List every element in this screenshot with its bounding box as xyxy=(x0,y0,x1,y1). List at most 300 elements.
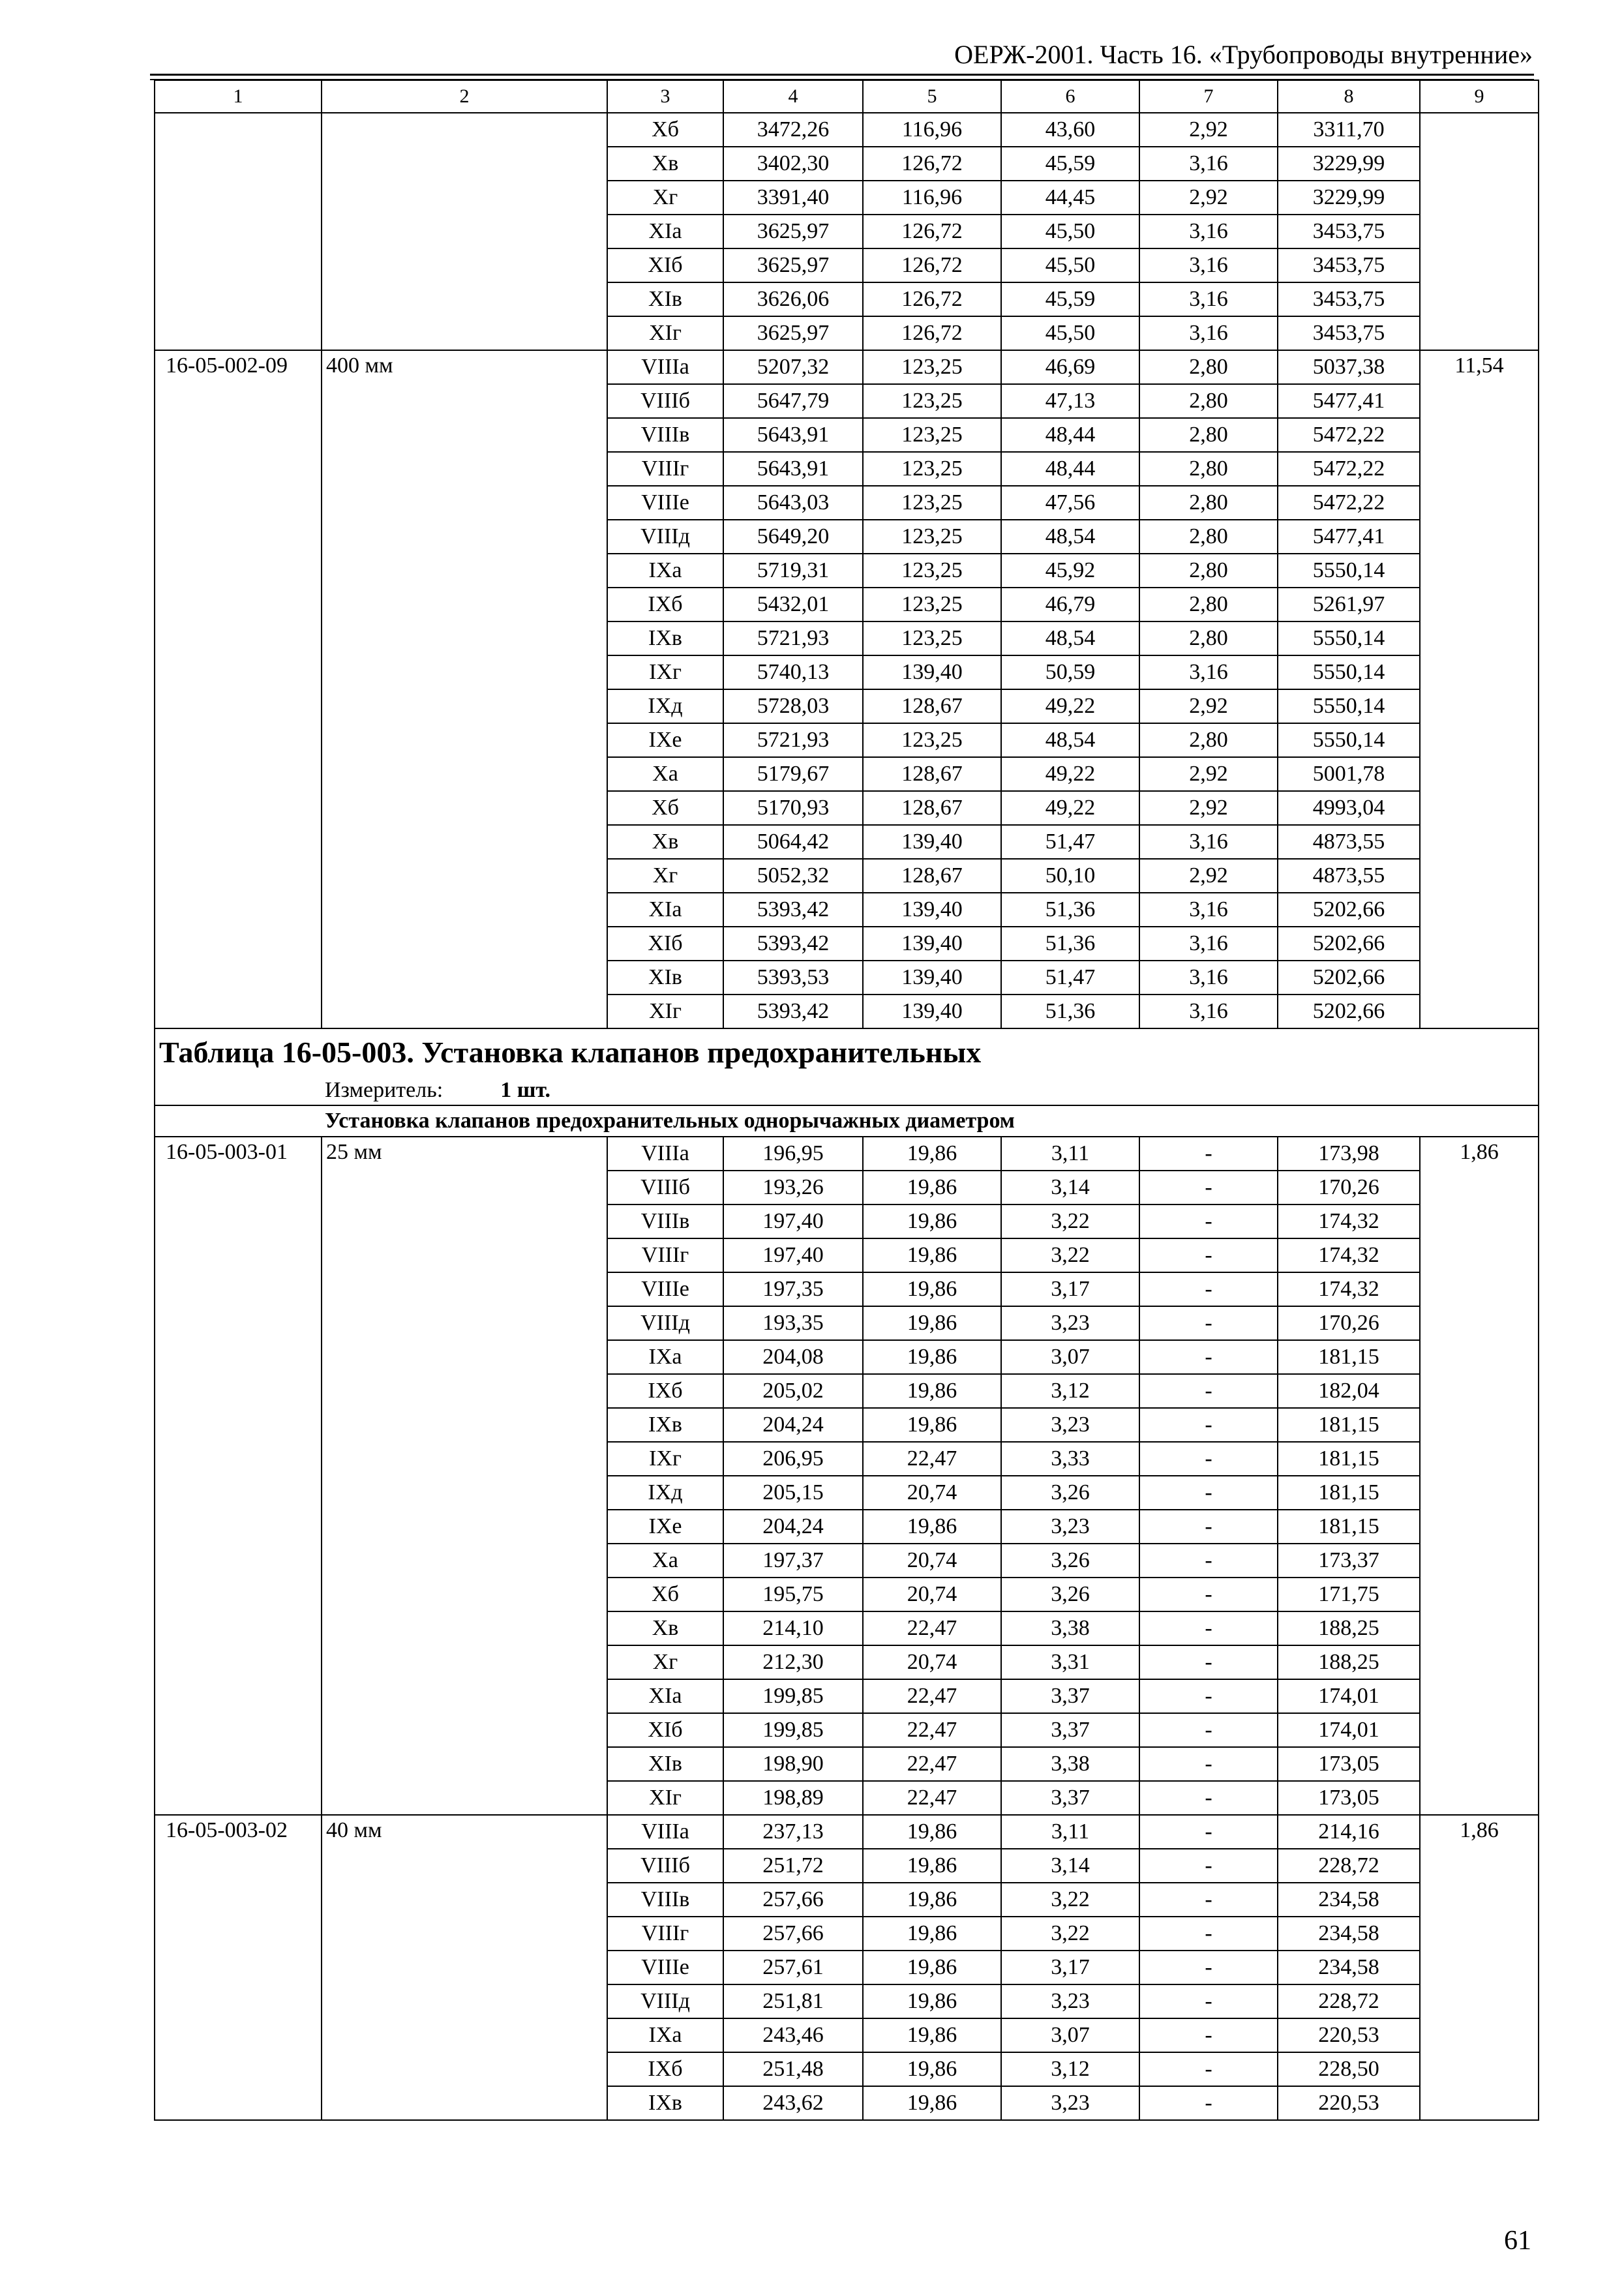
value-cell: 5202,66 xyxy=(1278,927,1420,961)
value-cell: 3,23 xyxy=(1001,1984,1139,2018)
value-cell: - xyxy=(1139,1883,1278,1917)
rate-index xyxy=(1420,215,1539,248)
value-cell: - xyxy=(1139,1374,1278,1408)
value-cell: 174,32 xyxy=(1278,1272,1420,1306)
rate-name xyxy=(322,1306,607,1340)
rate-index xyxy=(1420,927,1539,961)
rate-index xyxy=(1420,1510,1539,1544)
value-cell: 2,92 xyxy=(1139,791,1278,825)
zone-cell: IXа xyxy=(607,554,723,588)
value-cell: 47,13 xyxy=(1001,384,1139,418)
value-cell: 19,86 xyxy=(863,1984,1001,2018)
value-cell: 3,16 xyxy=(1139,282,1278,316)
value-cell: 193,35 xyxy=(723,1306,863,1340)
rate-name xyxy=(322,1849,607,1883)
value-cell: 3,16 xyxy=(1139,215,1278,248)
value-cell: 198,90 xyxy=(723,1747,863,1781)
value-cell: 182,04 xyxy=(1278,1374,1420,1408)
value-cell: 123,25 xyxy=(863,621,1001,655)
rate-code xyxy=(155,1645,322,1679)
value-cell: 19,86 xyxy=(863,1204,1001,1238)
table-row xyxy=(155,147,1539,181)
value-cell: 5472,22 xyxy=(1278,452,1420,486)
value-cell: 5179,67 xyxy=(723,757,863,791)
zone-cell: XIб xyxy=(607,927,723,961)
value-cell: 3,38 xyxy=(1001,1611,1139,1645)
value-cell: 19,86 xyxy=(863,1137,1001,1171)
rate-name xyxy=(322,893,607,927)
value-cell: 128,67 xyxy=(863,689,1001,723)
value-cell: - xyxy=(1139,1544,1278,1578)
value-cell: 22,47 xyxy=(863,1679,1001,1713)
value-cell: 5719,31 xyxy=(723,554,863,588)
rate-name xyxy=(322,689,607,723)
rate-index xyxy=(1420,520,1539,554)
rate-code xyxy=(155,995,322,1028)
value-cell: 234,58 xyxy=(1278,1917,1420,1951)
value-cell: 123,25 xyxy=(863,452,1001,486)
zone-cell: VIIIв xyxy=(607,1204,723,1238)
value-cell: 3,16 xyxy=(1139,995,1278,1028)
value-cell: 3,16 xyxy=(1139,248,1278,282)
value-cell: - xyxy=(1139,1713,1278,1747)
table-row xyxy=(155,486,1539,520)
table-row xyxy=(155,248,1539,282)
zone-cell: XIг xyxy=(607,1781,723,1815)
rate-name xyxy=(322,1171,607,1204)
value-cell: 3625,97 xyxy=(723,316,863,350)
value-cell: 206,95 xyxy=(723,1442,863,1476)
zone-cell: VIIIе xyxy=(607,486,723,520)
zone-cell: Xа xyxy=(607,1544,723,1578)
value-cell: 257,61 xyxy=(723,1951,863,1984)
rate-name xyxy=(322,1476,607,1510)
value-cell: 170,26 xyxy=(1278,1171,1420,1204)
value-cell: 2,92 xyxy=(1139,181,1278,215)
value-cell: 123,25 xyxy=(863,520,1001,554)
zone-cell: IXд xyxy=(607,689,723,723)
rate-code xyxy=(155,1544,322,1578)
value-cell: 5202,66 xyxy=(1278,893,1420,927)
value-cell: 48,54 xyxy=(1001,621,1139,655)
value-cell: 126,72 xyxy=(863,316,1001,350)
rate-name xyxy=(322,655,607,689)
column-number: 5 xyxy=(863,80,1001,113)
rate-code xyxy=(155,825,322,859)
value-cell: 51,36 xyxy=(1001,893,1139,927)
rate-code xyxy=(155,689,322,723)
rate-index xyxy=(1420,1781,1539,1815)
value-cell: 123,25 xyxy=(863,588,1001,621)
value-cell: 5649,20 xyxy=(723,520,863,554)
rate-code xyxy=(155,1204,322,1238)
value-cell: 5647,79 xyxy=(723,384,863,418)
value-cell: 50,10 xyxy=(1001,859,1139,893)
value-cell: 204,24 xyxy=(723,1408,863,1442)
value-cell: 173,37 xyxy=(1278,1544,1420,1578)
rate-code xyxy=(155,655,322,689)
rate-name xyxy=(322,1544,607,1578)
rate-index xyxy=(1420,859,1539,893)
table-row xyxy=(155,2018,1539,2052)
value-cell: 199,85 xyxy=(723,1713,863,1747)
rate-name xyxy=(322,723,607,757)
zone-cell: VIIIе xyxy=(607,1951,723,1984)
value-cell: - xyxy=(1139,1340,1278,1374)
rate-code xyxy=(155,791,322,825)
value-cell: 5064,42 xyxy=(723,825,863,859)
rate-index: 1,86 xyxy=(1420,1137,1539,1171)
rate-index xyxy=(1420,1578,1539,1611)
table-row xyxy=(155,2052,1539,2086)
value-cell: 5052,32 xyxy=(723,859,863,893)
rate-name xyxy=(322,621,607,655)
table-row xyxy=(155,1951,1539,1984)
table-row xyxy=(155,418,1539,452)
value-cell: 4873,55 xyxy=(1278,859,1420,893)
value-cell: 19,86 xyxy=(863,1883,1001,1917)
value-cell: 123,25 xyxy=(863,554,1001,588)
value-cell: 3,33 xyxy=(1001,1442,1139,1476)
value-cell: 251,72 xyxy=(723,1849,863,1883)
rate-name xyxy=(322,1883,607,1917)
value-cell: 49,22 xyxy=(1001,689,1139,723)
column-number: 9 xyxy=(1420,80,1539,113)
rate-name xyxy=(322,1984,607,2018)
unit-line xyxy=(155,1076,1539,1105)
rate-index xyxy=(1420,316,1539,350)
value-cell: 4873,55 xyxy=(1278,825,1420,859)
value-cell: 2,80 xyxy=(1139,418,1278,452)
rate-index xyxy=(1420,961,1539,995)
rate-name xyxy=(322,825,607,859)
zone-cell: VIIIг xyxy=(607,452,723,486)
zone-cell: VIIIв xyxy=(607,418,723,452)
value-cell: 220,53 xyxy=(1278,2086,1420,2120)
zone-cell: Xв xyxy=(607,1611,723,1645)
table-row xyxy=(155,1815,1539,1849)
rate-index xyxy=(1420,1408,1539,1442)
table-row xyxy=(155,1204,1539,1238)
value-cell: 5477,41 xyxy=(1278,520,1420,554)
rate-name xyxy=(322,1238,607,1272)
value-cell: 3402,30 xyxy=(723,147,863,181)
value-cell: - xyxy=(1139,2052,1278,2086)
value-cell: 3,16 xyxy=(1139,655,1278,689)
table-row xyxy=(155,757,1539,791)
rate-index xyxy=(1420,1272,1539,1306)
table-row xyxy=(155,995,1539,1028)
value-cell: 47,56 xyxy=(1001,486,1139,520)
zone-cell: IXг xyxy=(607,1442,723,1476)
value-cell: 243,46 xyxy=(723,2018,863,2052)
table-row xyxy=(155,1137,1539,1171)
value-cell: 3,22 xyxy=(1001,1204,1139,1238)
value-cell: 3453,75 xyxy=(1278,316,1420,350)
value-cell: 3,23 xyxy=(1001,2086,1139,2120)
value-cell: 48,54 xyxy=(1001,520,1139,554)
value-cell: 46,79 xyxy=(1001,588,1139,621)
table-row xyxy=(155,282,1539,316)
value-cell: 116,96 xyxy=(863,181,1001,215)
rate-name xyxy=(322,1408,607,1442)
header-rule xyxy=(150,74,1534,76)
rate-name xyxy=(322,215,607,248)
rate-code xyxy=(155,1849,322,1883)
value-cell: 174,01 xyxy=(1278,1679,1420,1713)
value-cell: 123,25 xyxy=(863,384,1001,418)
value-cell: 2,80 xyxy=(1139,621,1278,655)
value-cell: 197,37 xyxy=(723,1544,863,1578)
rate-code xyxy=(155,893,322,927)
rate-index xyxy=(1420,282,1539,316)
rate-index xyxy=(1420,248,1539,282)
rate-code: 16-05-003-02 xyxy=(155,1815,322,1849)
running-title: ОЕРЖ-2001. Часть 16. «Трубопроводы внутренние» xyxy=(954,40,1533,69)
value-cell: 174,01 xyxy=(1278,1713,1420,1747)
value-cell: 205,02 xyxy=(723,1374,863,1408)
value-cell: 3,31 xyxy=(1001,1645,1139,1679)
value-cell: 19,86 xyxy=(863,2086,1001,2120)
value-cell: 5643,91 xyxy=(723,418,863,452)
value-cell: - xyxy=(1139,1137,1278,1171)
value-cell: - xyxy=(1139,1645,1278,1679)
rate-name xyxy=(322,486,607,520)
value-cell: 234,58 xyxy=(1278,1951,1420,1984)
zone-cell: XIв xyxy=(607,282,723,316)
zone-cell: IXв xyxy=(607,1408,723,1442)
table-row xyxy=(155,1442,1539,1476)
value-cell: 174,32 xyxy=(1278,1238,1420,1272)
rate-code xyxy=(155,1238,322,1272)
table-row xyxy=(155,384,1539,418)
page-number: 61 xyxy=(1504,2226,1531,2256)
rate-name xyxy=(322,384,607,418)
table-row xyxy=(155,554,1539,588)
zone-cell: Xг xyxy=(607,181,723,215)
value-cell: 123,25 xyxy=(863,350,1001,384)
rate-name xyxy=(322,1781,607,1815)
rate-index xyxy=(1420,418,1539,452)
rate-name xyxy=(322,1645,607,1679)
value-cell: - xyxy=(1139,1171,1278,1204)
rate-name xyxy=(322,181,607,215)
zone-cell: IXв xyxy=(607,2086,723,2120)
value-cell: 116,96 xyxy=(863,113,1001,147)
zone-cell: VIIIб xyxy=(607,1849,723,1883)
value-cell: 173,05 xyxy=(1278,1747,1420,1781)
rate-name xyxy=(322,1374,607,1408)
value-cell: 3,37 xyxy=(1001,1679,1139,1713)
unit-value: 1 шт. xyxy=(500,1078,551,1102)
value-cell: 5550,14 xyxy=(1278,723,1420,757)
rate-index xyxy=(1420,791,1539,825)
zone-cell: XIб xyxy=(607,248,723,282)
value-cell: 2,80 xyxy=(1139,384,1278,418)
table-row xyxy=(155,621,1539,655)
table-row xyxy=(155,1645,1539,1679)
table-row xyxy=(155,215,1539,248)
value-cell: 5001,78 xyxy=(1278,757,1420,791)
value-cell: 139,40 xyxy=(863,893,1001,927)
value-cell: 19,86 xyxy=(863,1510,1001,1544)
value-cell: 19,86 xyxy=(863,1815,1001,1849)
value-cell: 3472,26 xyxy=(723,113,863,147)
value-cell: 4993,04 xyxy=(1278,791,1420,825)
rate-index xyxy=(1420,486,1539,520)
rate-index xyxy=(1420,893,1539,927)
zone-cell: VIIIе xyxy=(607,1272,723,1306)
zone-cell: IXе xyxy=(607,1510,723,1544)
value-cell: 139,40 xyxy=(863,961,1001,995)
rate-code xyxy=(155,757,322,791)
value-cell: 2,92 xyxy=(1139,757,1278,791)
value-cell: 5393,42 xyxy=(723,995,863,1028)
rate-code xyxy=(155,859,322,893)
value-cell: 228,72 xyxy=(1278,1849,1420,1883)
rate-index xyxy=(1420,757,1539,791)
table-title-row xyxy=(155,1028,1539,1076)
value-cell: 5432,01 xyxy=(723,588,863,621)
rate-name xyxy=(322,1917,607,1951)
rate-code xyxy=(155,927,322,961)
value-cell: 199,85 xyxy=(723,1679,863,1713)
zone-cell: IXе xyxy=(607,723,723,757)
zone-cell: XIг xyxy=(607,316,723,350)
value-cell: 3,22 xyxy=(1001,1917,1139,1951)
rate-code xyxy=(155,1306,322,1340)
table-row xyxy=(155,961,1539,995)
value-cell: - xyxy=(1139,1578,1278,1611)
value-cell: 20,74 xyxy=(863,1645,1001,1679)
value-cell: 220,53 xyxy=(1278,2018,1420,2052)
table-row xyxy=(155,2086,1539,2120)
value-cell: 257,66 xyxy=(723,1917,863,1951)
value-cell: 3,11 xyxy=(1001,1137,1139,1171)
value-cell: 19,86 xyxy=(863,2052,1001,2086)
rate-code xyxy=(155,1442,322,1476)
zone-cell: VIIIб xyxy=(607,1171,723,1204)
rate-code xyxy=(155,1611,322,1645)
value-cell: 128,67 xyxy=(863,859,1001,893)
rate-index xyxy=(1420,825,1539,859)
rate-code xyxy=(155,961,322,995)
table-row xyxy=(155,1611,1539,1645)
rate-index xyxy=(1420,655,1539,689)
rate-name xyxy=(322,2086,607,2120)
value-cell: 3,17 xyxy=(1001,1951,1139,1984)
rate-index xyxy=(1420,1544,1539,1578)
rate-name xyxy=(322,418,607,452)
value-cell: 45,59 xyxy=(1001,282,1139,316)
rate-name xyxy=(322,452,607,486)
value-cell: 3311,70 xyxy=(1278,113,1420,147)
value-cell: 19,86 xyxy=(863,1306,1001,1340)
rate-name xyxy=(322,316,607,350)
rate-code xyxy=(155,1340,322,1374)
table-row xyxy=(155,655,1539,689)
rate-name xyxy=(322,147,607,181)
value-cell: 214,16 xyxy=(1278,1815,1420,1849)
value-cell: 3,16 xyxy=(1139,893,1278,927)
rate-code xyxy=(155,418,322,452)
rate-index xyxy=(1420,181,1539,215)
rate-name xyxy=(322,1679,607,1713)
value-cell: 2,80 xyxy=(1139,520,1278,554)
value-cell: 5477,41 xyxy=(1278,384,1420,418)
value-cell: 3,16 xyxy=(1139,961,1278,995)
value-cell: 123,25 xyxy=(863,486,1001,520)
zone-cell: VIIIа xyxy=(607,350,723,384)
rate-code xyxy=(155,282,322,316)
subtitle-row xyxy=(155,1105,1539,1137)
value-cell: 3,22 xyxy=(1001,1883,1139,1917)
unit-label: Измеритель: xyxy=(325,1078,444,1102)
zone-cell: Xа xyxy=(607,757,723,791)
value-cell: 214,10 xyxy=(723,1611,863,1645)
rate-index xyxy=(1420,2052,1539,2086)
table-row xyxy=(155,1883,1539,1917)
rate-code xyxy=(155,1984,322,2018)
value-cell: 181,15 xyxy=(1278,1340,1420,1374)
value-cell: 3,38 xyxy=(1001,1747,1139,1781)
rate-code xyxy=(155,520,322,554)
value-cell: - xyxy=(1139,1781,1278,1815)
rate-index xyxy=(1420,1340,1539,1374)
table-row xyxy=(155,1272,1539,1306)
value-cell: 5472,22 xyxy=(1278,486,1420,520)
value-cell: 2,80 xyxy=(1139,452,1278,486)
value-cell: 193,26 xyxy=(723,1171,863,1204)
value-cell: 5393,42 xyxy=(723,893,863,927)
table-row xyxy=(155,791,1539,825)
value-cell: 126,72 xyxy=(863,248,1001,282)
value-cell: 173,05 xyxy=(1278,1781,1420,1815)
value-cell: 3,16 xyxy=(1139,927,1278,961)
value-cell: 188,25 xyxy=(1278,1645,1420,1679)
table-row xyxy=(155,859,1539,893)
zone-cell: VIIIа xyxy=(607,1137,723,1171)
value-cell: 3625,97 xyxy=(723,215,863,248)
zone-cell: XIг xyxy=(607,995,723,1028)
zone-cell: XIа xyxy=(607,893,723,927)
unit-row xyxy=(155,1076,1539,1105)
table-row xyxy=(155,1713,1539,1747)
rate-index xyxy=(1420,1611,1539,1645)
rate-code xyxy=(155,1679,322,1713)
value-cell: 5037,38 xyxy=(1278,350,1420,384)
zone-cell: VIIIг xyxy=(607,1917,723,1951)
value-cell: 228,72 xyxy=(1278,1984,1420,2018)
value-cell: 3,23 xyxy=(1001,1408,1139,1442)
value-cell: 243,62 xyxy=(723,2086,863,2120)
rate-code: 16-05-002-09 xyxy=(155,350,322,384)
value-cell: 3,37 xyxy=(1001,1713,1139,1747)
value-cell: 251,48 xyxy=(723,2052,863,2086)
rate-code xyxy=(155,554,322,588)
rate-index: 11,54 xyxy=(1420,350,1539,384)
rate-index xyxy=(1420,1238,1539,1272)
value-cell: 5207,32 xyxy=(723,350,863,384)
column-number: 6 xyxy=(1001,80,1139,113)
rate-name xyxy=(322,2018,607,2052)
value-cell: 3,23 xyxy=(1001,1306,1139,1340)
value-cell: 19,86 xyxy=(863,1849,1001,1883)
table-row xyxy=(155,1374,1539,1408)
value-cell: 139,40 xyxy=(863,655,1001,689)
rate-index xyxy=(1420,689,1539,723)
zone-cell: VIIIд xyxy=(607,1984,723,2018)
